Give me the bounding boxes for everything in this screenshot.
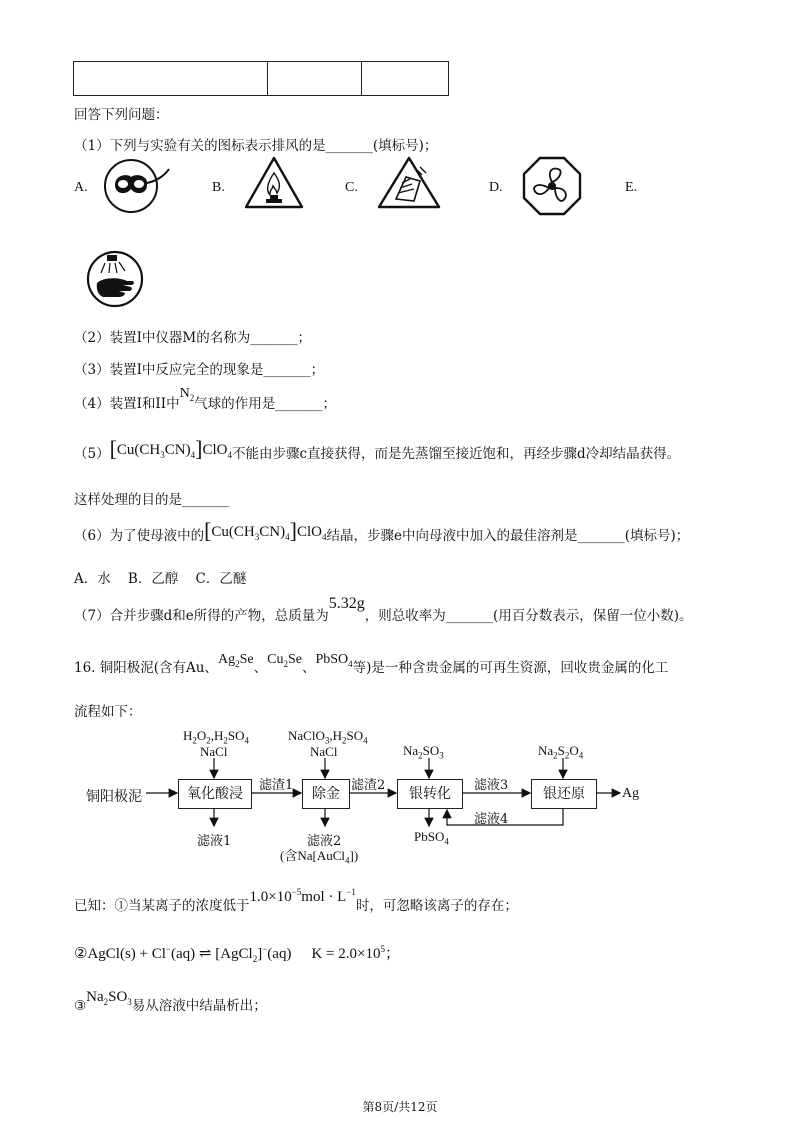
filtrate-3: 滤液3	[474, 778, 509, 793]
complex-formula-6: $[Cu(CH_3CN)_4]ClO_4$	[204, 518, 327, 543]
box-silver-reduction: 银还原	[531, 779, 597, 809]
known-1-text-end: 时，可忽略该离子的存在；	[355, 898, 518, 914]
na2so3-formula: $Na_2SO_3$	[86, 989, 132, 1007]
formula-exponent: 5	[380, 944, 385, 954]
formula-part: PbSO	[315, 652, 349, 667]
reagent-1-line2: NaCl	[200, 744, 228, 759]
formula-part: O	[569, 743, 579, 758]
question-16: 16. 铜阳极泥(含有Au、$Ag_2Se$、$Cu_2Se$、PbSO$_4$等)是一种含贵金属的可再生资源，回收贵金属的化工	[74, 652, 669, 676]
formula-part: (含Na[AuCl	[280, 848, 345, 863]
known-3-number: ③	[74, 998, 87, 1014]
formula-part: mol · L	[301, 889, 347, 905]
formula-part: ,H	[329, 728, 342, 743]
question-6-options: A．水 B．乙醇 C．乙醚	[74, 571, 247, 587]
formula-part: Na	[538, 743, 554, 758]
formula-part: S	[557, 743, 565, 758]
formula-part: PbSO	[414, 829, 445, 844]
box-oxidative-leach: 氧化酸浸	[178, 779, 252, 809]
complex-formula-5: $[Cu(CH_3CN)_4]ClO_4$	[109, 436, 232, 461]
formula-subscript: 3	[254, 532, 260, 542]
equation-part: (aq)	[267, 946, 292, 962]
known-1-text: 已知：①当某离子的浓度低于	[74, 898, 250, 914]
equation-part: (aq) ⇌ [AgCl	[171, 946, 253, 962]
known-1	[74, 887, 518, 915]
formula-subscript: 4	[348, 658, 353, 669]
formula-subscript: 2	[283, 658, 288, 669]
question-3: （3）装置I中反应完全的现象是_______；	[74, 362, 325, 378]
anion-subscript: 4	[227, 450, 232, 460]
filtrate-2-note: (含Na[AuCl$_4$])	[280, 848, 359, 866]
formula-subscript: 4	[285, 532, 290, 542]
formula-part: Cu(CH	[116, 442, 161, 458]
formula-part: Cu	[267, 652, 284, 667]
known-3-text: 易从溶液中结晶析出；	[131, 998, 267, 1014]
option-e: E.	[625, 180, 638, 195]
filtrate-1: 滤液1	[197, 834, 232, 849]
known-2-number: ②	[74, 946, 88, 962]
question-6-text-end: 结晶，步骤e中向母液中加入的最佳溶剂是_______(填标号)；	[326, 528, 690, 544]
question-4-text: （4）装置I和II中	[74, 396, 180, 412]
formula-subscript: 4	[190, 450, 196, 460]
formula-part: Na	[403, 743, 419, 758]
pbso4-output: PbSO$_4$	[414, 829, 449, 847]
question-16-text-end: 等)是一种含贵金属的可再生资源，回收贵金属的化工	[352, 660, 669, 676]
question-5-number: （5）	[74, 446, 110, 462]
filtrate-4: 滤液4	[474, 812, 509, 827]
concentration-threshold	[250, 889, 356, 905]
question-16-line2: 流程如下：	[74, 704, 142, 720]
question-5-continued: 这样处理的目的是_______	[74, 492, 230, 508]
formula-part: SO	[227, 728, 245, 743]
formula-part: O	[196, 728, 207, 743]
filtrate-2: 滤液2	[307, 834, 342, 849]
anion: ClO	[202, 442, 228, 458]
silver-product: Ag	[622, 786, 640, 801]
question-7-text: （7）合并步骤d和e所得的产物，总质量为	[74, 608, 329, 624]
box-silver-conversion: 银转化	[397, 779, 463, 809]
question-4-text-end: 气球的作用是_______；	[194, 396, 336, 412]
formula-part: SO	[422, 743, 440, 758]
question-7-text-end: ，则总收率为_______(用百分数表示，保留一位小数)。	[364, 608, 693, 624]
formula-part: CN)	[259, 524, 286, 540]
known-2: ②AgCl(s) + Cl−(aq) ⇌ [AgCl$_2$]−(aq) $K = 2.0\times 10^5$；	[74, 944, 400, 964]
formula-exponent: −5	[291, 887, 302, 897]
flow-start: 铜阳极泥	[86, 789, 142, 805]
box-gold-removal: 除金	[302, 779, 350, 809]
reagent-2-line2: NaCl	[310, 744, 338, 759]
formula-part: Cu(CH	[211, 524, 255, 540]
question-16-number: 16.	[74, 660, 96, 676]
known-3	[74, 989, 267, 1016]
option-b: B.	[212, 180, 225, 195]
question-1: （1）下列与实验有关的图标表示排风的是_______(填标号)；	[74, 138, 438, 154]
answer-intro: 回答下列问题：	[74, 107, 169, 123]
filter-residue-2: 滤渣2	[351, 778, 386, 793]
option-d: D.	[489, 180, 503, 195]
formula-part: H	[183, 728, 193, 743]
anion: ClO	[296, 524, 322, 540]
formula-exponent: −1	[346, 887, 356, 897]
formula-part: ])	[349, 848, 359, 863]
n2-subscript: 2	[189, 392, 195, 403]
formula-part: SO	[346, 728, 364, 743]
formula-part: ,H	[210, 728, 224, 743]
known-2-end: ；	[384, 946, 400, 962]
formula-part: 1.0×10	[249, 889, 292, 905]
formula-part: Ag	[218, 652, 236, 667]
reagent-4: $Na_2S_2O_4$	[538, 743, 584, 761]
option-c: C.	[345, 180, 358, 195]
mass-value: 5.32g	[328, 595, 365, 612]
reagent-1-line1: $H_2O_2,H_2SO_4$	[183, 728, 250, 746]
question-6-text: （6）为了使母液中的	[74, 528, 205, 544]
option-a: A.	[74, 180, 88, 195]
n2-symbol: N	[179, 386, 190, 401]
formula-part: Se	[287, 652, 302, 667]
question-16-text: 铜阳极泥(含有Au、	[99, 660, 218, 676]
question-5-text: 不能由步骤c直接获得，而是先蒸馏至接近饱和，再经步骤d冷却结晶获得。	[231, 446, 681, 462]
page-footer: 第8页/共12页	[362, 1100, 438, 1114]
formula-part: Se	[239, 652, 254, 667]
question-2: （2）装置I中仪器M的名称为_______；	[74, 330, 311, 346]
equation-part: AgCl(s) + Cl	[87, 946, 166, 962]
equilibrium-constant: K = 2.0×10	[311, 946, 381, 962]
anion-subscript: 4	[321, 532, 327, 542]
formula-subscript: 2	[235, 658, 240, 669]
formula-subscript: 3	[160, 450, 165, 460]
filter-residue-1: 滤渣1	[259, 778, 294, 793]
formula-part: CN)	[164, 442, 191, 458]
formula-part: NaClO	[288, 728, 325, 743]
reagent-3: $Na_2SO_3$	[403, 743, 444, 761]
reagent-2-line1: $NaClO_3,H_2SO_4$	[288, 728, 368, 746]
